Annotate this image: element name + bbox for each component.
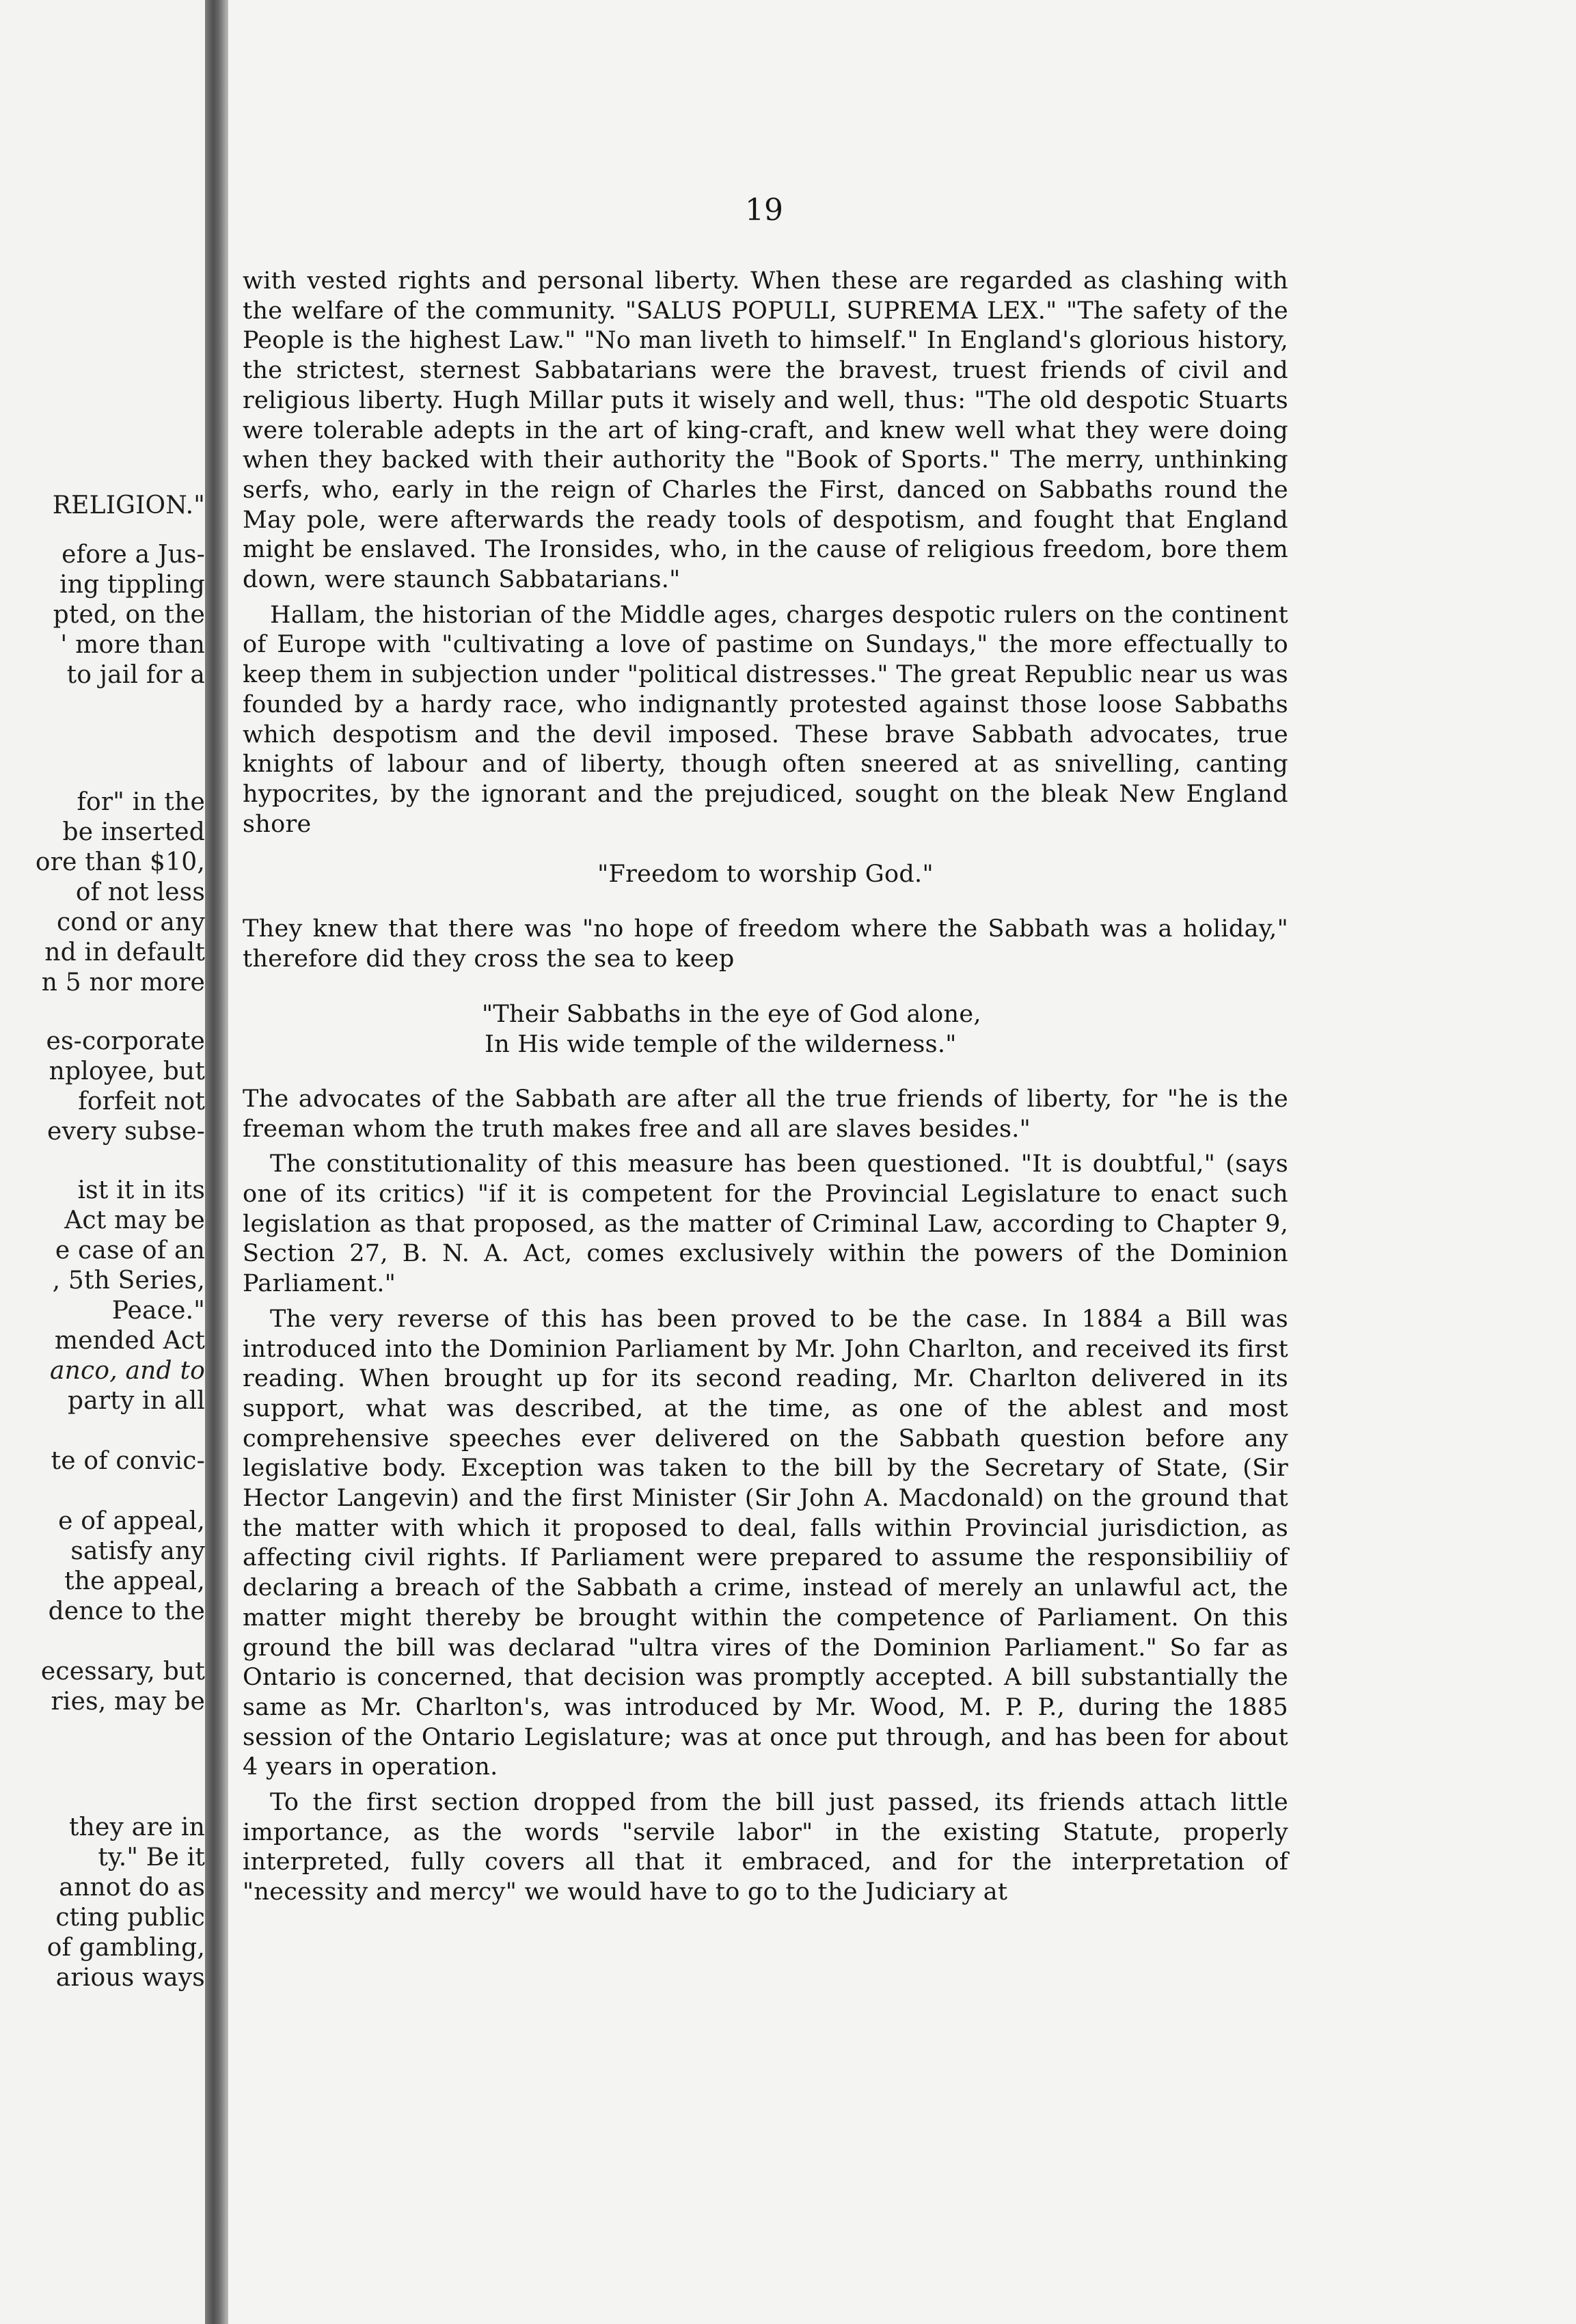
block-quote: "Freedom to worship God." (597, 861, 934, 889)
paragraph: The very reverse of this has been proved to be the case. In 1884 a Bill was introduced into the Dominion Parliament by Mr. John Charlton, and received its first reading. When brought up for its second reading, Mr. Charlton delivered in its support, what was described, at the time, as one of the ablest and most comprehensive speeches ever delivered on the Sabbath question before any legislative body. Exception was taken to the bill by the Secretary of State, (Sir Hector Langevin) and the first Minister (Sir John A. Macdonald) on the ground that the matter with which it proposed to deal, falls within Provincial jurisdiction, as affecting civil rights. If Parliament were prepared to assume the responsibiliiy of declaring a breach of the Sabbath a crime, instead of merely an unlawful act, the matter might thereby be brought within the competence of Parliament. On this ground the bill was declarad "ultra vires of the Dominion Parliament." So far as Ontario is concerned, that decision was promptly accepted. A bill substantially the same as Mr. Charlton's, was introduced by Mr. Wood, M. P. P., during the 1885 session of the Ontario Legislature; was at once put through, and has been for about 4 years in operation. (243, 1305, 1288, 1781)
paragraph: Hallam, the historian of the Middle ages, charges despotic rulers on the continent of Europe with "cultivating a love of pastime on Sundays," the more effectually to keep them in subjection under "political distresses." The great Republic near us was founded by a hardy race, who indignantly protested against those loose Sabbaths which despotism and the devil imposed. These brave Sabbath advocates, true knights of labour and of liberty, though often sneered at as snivelling, canting hypocrites, by the ignorant and the prejudiced, sought on the bleak New England shore (243, 601, 1288, 838)
left-text-line: cting public (55, 1904, 205, 1932)
left-text-line: ing tippling (59, 571, 205, 599)
left-text-line: the appeal, (64, 1567, 205, 1595)
left-text-line: forfeit not (78, 1087, 205, 1116)
left-text-line: anco, and to (49, 1357, 205, 1385)
paragraph: with vested rights and personal liberty. When these are regarded as clashing with the welfare of the community. "SALUS POPULI, SUPREMA LEX." "The safety of the People is the highest Law." "No man liveth to himself." In England's glorious history, the strictest, sternest Sabbatarians were the bravest, truest friends of civil and religious liberty. Hugh Millar puts it wisely and well, thus: "The old despotic Stuarts were tolerable adepts in the art of king-craft, and knew well what they were doing when they backed with their authority the "Book of Sports." The merry, unthinking serfs, who, early in the reign of Charles the First, danced on Sabbaths round the May pole, were afterwards the ready tools of despotism, and fought that England might be enslaved. The Ironsides, who, in the cause of religious freedom, bore them down, were staunch Sabbatarians." (243, 267, 1288, 594)
book-gutter (205, 0, 228, 2324)
paragraph: The constitutionality of this measure has been questioned. "It is doubtful," (says one of its critics) "if it is competent for the Provincial Legislature to enact such legislation as that proposed, as the matter of Criminal Law, according to Chapter 9, Section 27, B. N. A. Act, comes exclusively within the powers of the Dominion Parliament." (243, 1150, 1288, 1298)
left-text-line: for" in the (77, 788, 205, 816)
left-text-line: e case of an (55, 1237, 205, 1265)
left-text-line: ore than $10, (35, 848, 205, 876)
left-text-line: Peace." (111, 1297, 205, 1325)
left-text-line: mended Act (54, 1327, 205, 1355)
page-number: 19 (745, 193, 783, 228)
left-text-line: of not less (75, 878, 205, 906)
left-text-line: to jail for a (66, 661, 205, 689)
paragraph: They knew that there was "no hope of freedom where the Sabbath was a holiday," therefore did they cross the sea to keep (243, 915, 1288, 973)
body-text (243, 267, 1288, 1908)
paragraph: To the first section dropped from the bill just passed, its friends attach little importance, as the words "servile labor" in the existing Statute, properly interpreted, fully covers all that it embraced, and for the interpretation of "necessity and mercy" we would have to go to the Judiciary at (243, 1789, 1288, 1906)
paragraph: The advocates of the Sabbath are after all the true friends of liberty, for "he is the freeman whom the truth makes free and all are slaves besides." (243, 1085, 1288, 1143)
left-text-line: nd in default (44, 938, 205, 967)
left-text-line: ' more than (60, 631, 205, 659)
verse-quote (243, 1000, 1288, 1059)
left-text-line: efore a Jus- (62, 541, 205, 569)
left-text-line: ecessary, but (40, 1658, 205, 1686)
left-text-line: n 5 nor more (41, 969, 205, 997)
left-text-line: arious ways (55, 1964, 205, 1992)
left-text-line: every subse- (47, 1118, 205, 1146)
left-text-line: they are in (68, 1813, 205, 1841)
left-text-line: ty." Be it (98, 1843, 205, 1872)
left-text-line: ries, may be (51, 1688, 205, 1716)
left-text-line: RELIGION." (52, 491, 205, 519)
left-text-line: nployee, but (49, 1057, 205, 1085)
verse-line: In His wide temple of the wilderness." (485, 1031, 957, 1059)
left-text-line: be inserted (62, 818, 205, 846)
left-text-line: , 5th Series, (52, 1267, 205, 1295)
left-text-line: es-corporate (46, 1027, 205, 1055)
left-text-line: party in all (68, 1387, 205, 1415)
adjacent-page-fragment (0, 0, 205, 2324)
left-text-line: annot do as (59, 1874, 205, 1902)
left-text-line: te of convic- (51, 1447, 205, 1475)
left-text-line: ist it in its (77, 1176, 205, 1204)
left-text-line: dence to the (48, 1597, 205, 1625)
left-text-line: e of appeal, (58, 1507, 205, 1535)
left-text-line: of gambling, (46, 1934, 205, 1962)
left-text-line: Act may be (64, 1206, 205, 1234)
left-text-line: cond or any (56, 908, 205, 936)
left-text-line: satisfy any (70, 1537, 205, 1565)
verse-line: "Their Sabbaths in the eye of God alone, (482, 1001, 981, 1029)
left-text-line: pted, on the (53, 601, 205, 629)
